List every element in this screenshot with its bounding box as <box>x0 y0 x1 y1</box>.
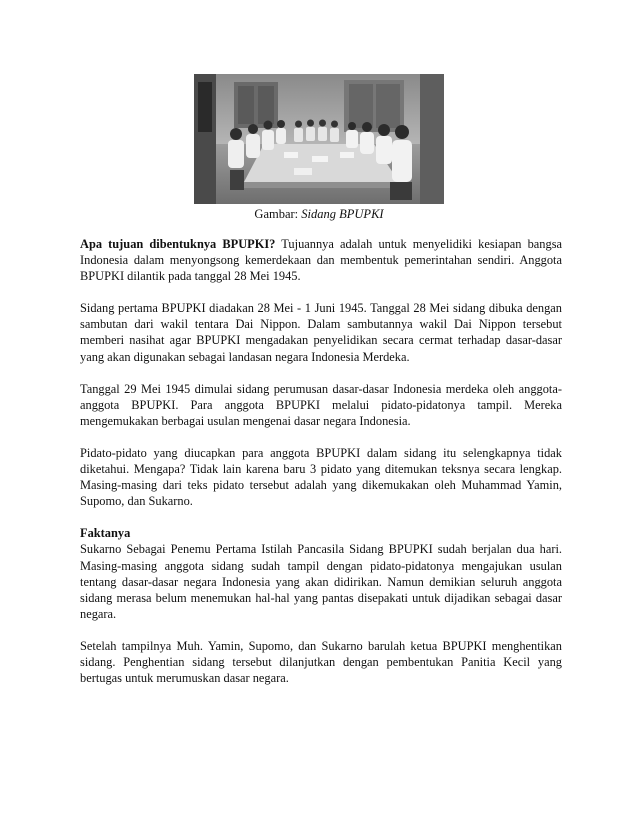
purpose-question: Apa tujuan dibentuknya BPUPKI? <box>80 237 276 251</box>
paragraph-first-session: Sidang pertama BPUPKI diadakan 28 Mei - 1 Juni 1945. Tanggal 28 Mei sidang dibuka dengan sambutan dari wakil tentara Dai Nippon. Dalam sambutannya wakil Dai Nippon tersebut memberi nasihat agar BPUPKI mengadakan penyelidikan secara cermat terhadap dasar-dasar yang akan digunakan sebagai landasan negara Indonesia Merdeka. <box>80 301 562 364</box>
purpose-answer: Tujuannya adalah untuk menyelidiki kesiapan bangsa Indonesia dalam menyongsong kemerdekaan dan membentuk pemerintahan sendiri. Anggota BPUPKI dilantik pada tanggal 28 Mei 1945. <box>80 237 563 284</box>
paragraph-speeches: Pidato-pidato yang diucapkan para anggota BPUPKI dalam sidang itu selengkapnya tidak diketahui. Mengapa? Tidak lain karena baru 3 pidato yang ditemukan teksnya secara lengkap. Masing-masing dari teks pidato tersebut adalah yang dikemukakan oleh Muhammad Yamin, Supomo, dan Sukarno. <box>80 445 562 509</box>
caption-title: Sidang BPUPKI <box>301 207 384 221</box>
section-heading-faktanya: Faktanya <box>80 526 131 541</box>
figure-caption <box>0 206 638 222</box>
photo-illustration <box>194 74 444 204</box>
paragraph-formulation: Tanggal 29 Mei 1945 dimulai sidang perumusan dasar-dasar Indonesia merdeka oleh anggota-anggota BPUPKI. Para anggota BPUPKI melalui pidato-pidatonya tampil. Mereka mengemukakan berbagai usulan mengenai dasar negara Indonesia. <box>80 381 562 428</box>
paragraph-committee: Setelah tampilnya Muh. Yamin, Supomo, dan Sukarno barulah ketua BPUPKI menghentikan sidang. Penghentian sidang tersebut dilanjutkan dengan pembentukan Panitia Kecil yang bertugas untuk merumuskan dasar negara. <box>80 638 562 686</box>
caption-prefix: Gambar: <box>254 207 299 221</box>
bpupki-session-photo <box>194 74 444 204</box>
article-body <box>80 236 562 702</box>
paragraph-purpose <box>80 236 562 284</box>
paragraph-pancasila: Sukarno Sebagai Penemu Pertama Istilah Pancasila Sidang BPUPKI sudah berjalan dua hari. Masing-masing anggota sidang sudah tampil dengan pidato-pidatonya mengajukan usulan tentang dasar-dasar negara Indonesia yang akan didirikan. Namun demikian seluruh anggota sidang merasa belum menemukan hal-hal yang pantas disepakati untuk dijadikan sebagai dasar negara. <box>80 542 562 621</box>
